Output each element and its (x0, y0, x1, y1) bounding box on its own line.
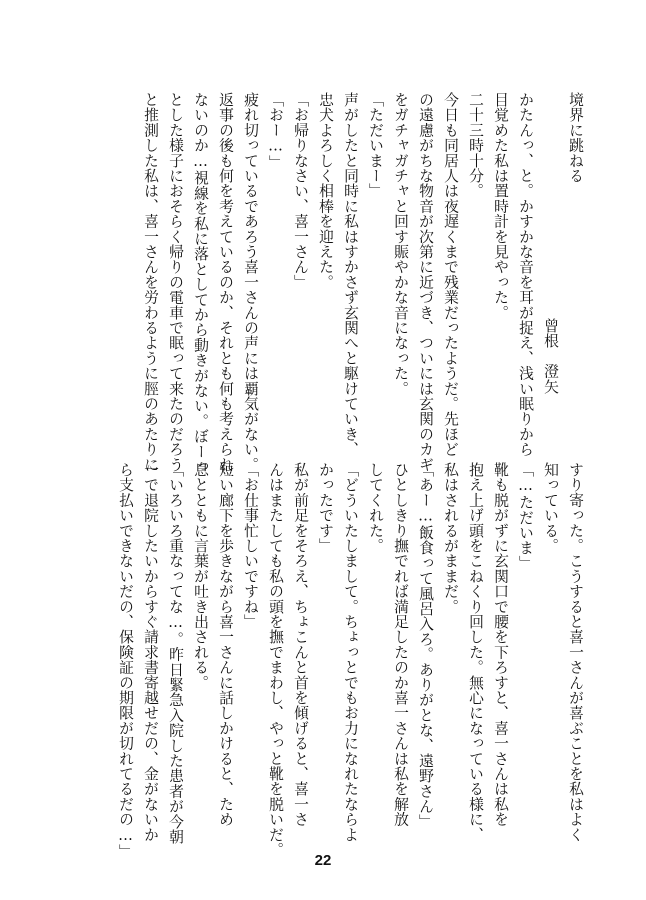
text-line: 「いろいろ重なってな…。昨日緊急入院した患者が今朝 (167, 462, 184, 845)
text-line: 短い廊下を歩きながら喜一さんに話しかけると、ため (217, 462, 234, 827)
text-line: とした様子におそらく帰りの電車で眠って来たのだろう (167, 92, 184, 472)
text-line: 「…ただいま」 (517, 462, 534, 571)
text-line: 私はされるがままだ。 (442, 462, 459, 614)
text-line: 忠犬よろしく相棒を迎えた。 (317, 92, 334, 290)
text-line: かったです」 (317, 462, 334, 554)
text-line: 声がしたと同時に私はすかさず玄関へと駆けていき、 (342, 92, 359, 457)
story-title: 境界に跳ねる (567, 92, 584, 184)
text-line: 靴も脱がずに玄関口で腰を下ろすと、喜一さんは私を (492, 462, 509, 827)
text-line: 「おー…」 (267, 92, 284, 171)
text-line: 私が前足をそろえ、ちょこんと首を傾げると、喜一さ (292, 462, 309, 827)
text-line: 「どういたしまして。ちょっとでもお力になれたならよ (342, 462, 359, 842)
text-line: 「お帰りなさい、喜一さん」 (292, 92, 309, 290)
story-title-line (542, 92, 588, 438)
text-line: 一で退院したいからすぐ請求書寄越せだの、金がないか (142, 462, 159, 842)
text-line: 知っている。 (542, 462, 559, 554)
text-line: 「ただいまー」 (367, 92, 384, 199)
text-line: ひとしきり撫でれば満足したのか喜一さんは私を解放 (392, 462, 409, 827)
text-line: 「お仕事忙しいですね」 (242, 462, 259, 630)
text-line: すり寄った。こうすると喜一さんが喜ぶことを私はよく (567, 462, 584, 842)
page-number: 22 (314, 852, 332, 869)
text-line: ないのか…視線を私に落としてから動きがない。ぼーっ (192, 92, 209, 475)
text-line: 息とともに言葉が吐き出される。 (192, 462, 209, 690)
text-line: 返事の後も何を考えているのか、それとも何も考えられ (217, 92, 234, 472)
text-line: と推測した私は、喜一さんを労わるように脛のあたりに (142, 92, 159, 472)
text-line: 抱え上げ頭をこねくり回した。無心になっている様に、 (467, 462, 484, 842)
text-line: 今日も同居人は夜遅くまで残業だったようだ。先ほど (442, 92, 459, 457)
text-line: をガチャガチャと回す賑やかな音になった。 (392, 92, 409, 396)
text-line: んはまたしても私の頭を撫でまわし、やっと靴を脱いだ。 (267, 462, 284, 858)
text-line: 目覚めた私は置時計を見やった。 (492, 92, 509, 320)
text-line: の遠慮がちな物音が次第に近づき、ついには玄関のカギ (417, 92, 434, 472)
text-line: してくれた。 (367, 462, 384, 554)
text-line: 二十三時十分。 (467, 92, 484, 199)
story-top-block (138, 92, 588, 475)
story-bottom-block (113, 462, 588, 860)
text-line: 「あー…飯食って風呂入ろ。ありがとな、遠野さん」 (417, 462, 434, 829)
text-line: ら支払いできないだの、保険証の期限が切れてるだの…」 (117, 462, 134, 860)
author-name: 曾根 澄矢 (542, 318, 559, 394)
text-line: かたんっ、と。かすかな音を耳が捉え、浅い眠りから (517, 92, 534, 457)
text-line: 疲れ切っているであろう喜一さんの声には覇気がない。 (242, 92, 259, 472)
